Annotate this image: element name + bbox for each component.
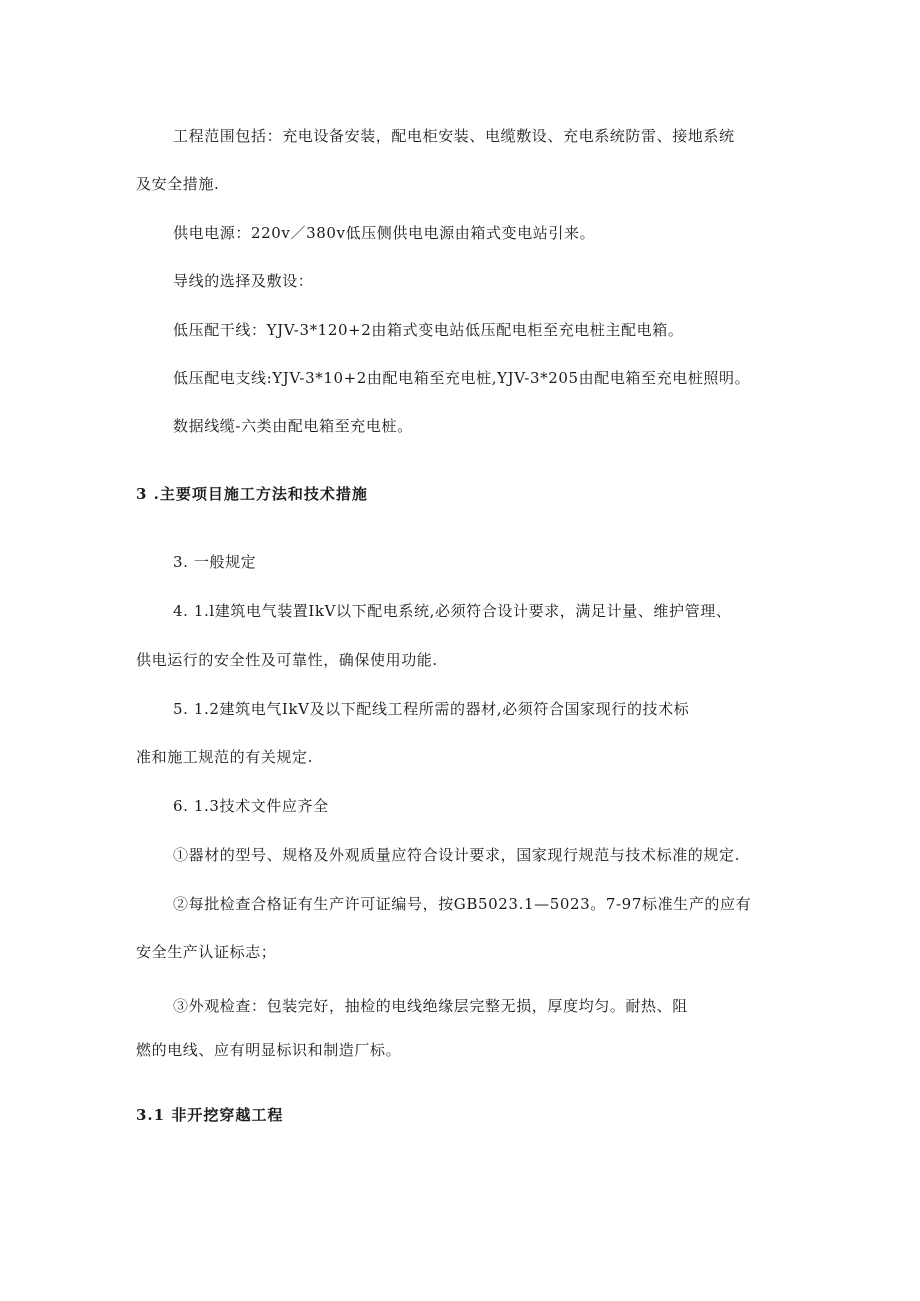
paragraph-scope-line-2: 及安全措施. <box>136 175 220 193</box>
section-heading-3-1: 3.1 非开挖穿越工程 <box>136 1106 284 1124</box>
item-circle-1: ①器材的型号、规格及外观质量应符合设计要求，国家现行规范与技术标准的规定. <box>173 846 740 864</box>
item-circle-2-line-2: 安全生产认证标志； <box>136 943 277 961</box>
section-heading-3: 3 .主要项目施工方法和技术措施 <box>136 485 368 503</box>
paragraph-scope-line-1: 工程范围包括：充电设备安装，配电柜安装、电缆敷设、充电系统防雷、接地系统 <box>173 127 735 145</box>
paragraph-low-voltage-trunk: 低压配干线：YJV-3*120+2由箱式变电站低压配电柜至充电桩主配电箱。 <box>173 321 684 339</box>
item-5-line-1: 5. 1.2建筑电气IkV及以下配线工程所需的器材,必须符合国家现行的技术标 <box>173 700 690 718</box>
paragraph-low-voltage-branch: 低压配电支线:YJV-3*10+2由配电箱至充电桩,YJV-3*205由配电箱至充电桩照明。 <box>173 369 751 387</box>
item-circle-2-line-1: ②每批检查合格证有生产许可证编号，按GB5023.1—5023。7-97标准生产的应有 <box>173 895 752 913</box>
item-4-line-2: 供电运行的安全性及可靠性，确保使用功能. <box>136 651 438 669</box>
paragraph-data-cable: 数据线缆-六类由配电箱至充电桩。 <box>173 417 413 435</box>
item-6-technical-documents: 6. 1.3技术文件应齐全 <box>173 797 329 815</box>
paragraph-power-supply: 供电电源：220v／380v低压侧供电电源由箱式变电站引来。 <box>173 224 596 242</box>
paragraph-wire-selection: 导线的选择及敷设： <box>173 272 314 290</box>
item-4-line-1: 4. 1.l建筑电气装置IkV以下配电系统,必须符合设计要求，满足计量、维护管理、 <box>173 602 732 620</box>
item-circle-3-line-1: ③外观检查：包装完好，抽检的电线绝缘层完整无损，厚度均匀。耐热、阻 <box>173 997 688 1015</box>
item-3-general-rules: 3. 一般规定 <box>173 553 257 571</box>
item-circle-3-line-2: 燃的电线、应有明显标识和制造厂标。 <box>136 1041 402 1059</box>
item-5-line-2: 准和施工规范的有关规定. <box>136 748 313 766</box>
